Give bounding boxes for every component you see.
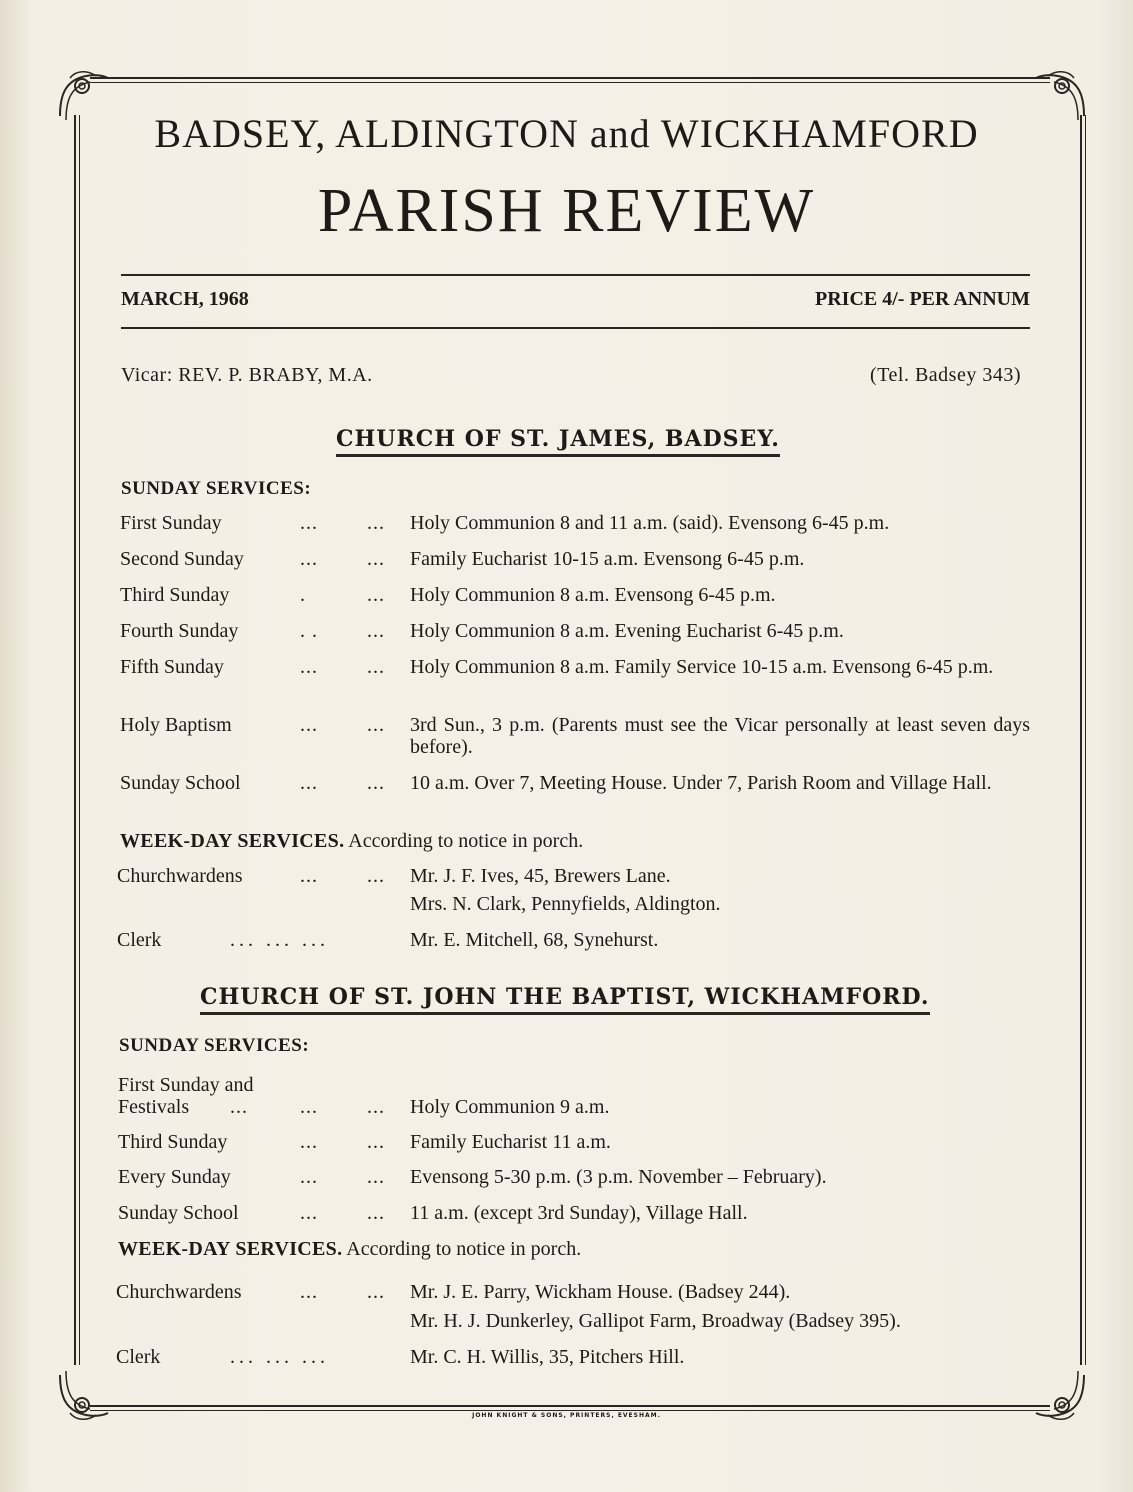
service-day: Every Sunday bbox=[118, 1166, 231, 1188]
issue-price: PRICE 4/- PER ANNUM bbox=[815, 288, 1030, 310]
leader-dots: ... bbox=[367, 714, 385, 736]
leader-dots: ... bbox=[367, 1166, 385, 1188]
leader-dots: ... bbox=[367, 772, 385, 794]
frame-right-rule bbox=[1080, 115, 1082, 1365]
service-day: Holy Baptism bbox=[120, 714, 232, 736]
leader-dots: ... bbox=[367, 656, 385, 678]
churchwardens-label: Churchwardens bbox=[117, 865, 243, 887]
churchwarden-name: Mr. J. E. Parry, Wickham House. (Badsey 244). bbox=[410, 1281, 791, 1303]
leader-dots: ... bbox=[300, 1281, 318, 1303]
clerk-name: Mr. C. H. Willis, 35, Pitchers Hill. bbox=[410, 1346, 685, 1368]
service-detail: 11 a.m. (except 3rd Sunday), Village Hall. bbox=[410, 1202, 748, 1224]
printer-imprint: JOHN KNIGHT & SONS, PRINTERS, EVESHAM. bbox=[472, 1412, 661, 1419]
service-day: Third Sunday bbox=[120, 584, 230, 606]
leader-dots: ... bbox=[300, 1096, 318, 1118]
vicar-telephone: (Tel. Badsey 343) bbox=[870, 364, 1021, 386]
leader-dots: ... bbox=[230, 1096, 248, 1118]
leader-dots: ... bbox=[300, 656, 318, 678]
vicar-name: Vicar: REV. P. BRABY, M.A. bbox=[121, 364, 373, 386]
leader-dots: ... bbox=[300, 714, 318, 736]
church-heading-badsey: CHURCH OF ST. JAMES, BADSEY. bbox=[336, 426, 780, 457]
clerk-label: Clerk bbox=[116, 1346, 161, 1368]
service-detail: Holy Communion 8 a.m. Family Service 10-15 a.m. Evensong 6-45 p.m. bbox=[410, 656, 994, 678]
churchwarden-name: Mrs. N. Clark, Pennyfields, Aldington. bbox=[410, 893, 721, 915]
service-detail: Holy Communion 9 a.m. bbox=[410, 1096, 610, 1118]
leader-dots: ... bbox=[300, 1166, 318, 1188]
weekday-services-note bbox=[120, 830, 583, 853]
leader-dots: ... bbox=[367, 1281, 385, 1303]
issue-date: MARCH, 1968 bbox=[121, 288, 249, 310]
service-detail: Holy Communion 8 a.m. Evening Eucharist 6-45 p.m. bbox=[410, 620, 844, 642]
service-day: Sunday School bbox=[118, 1202, 239, 1224]
leader-dots: ... bbox=[300, 548, 318, 570]
service-detail: Family Eucharist 11 a.m. bbox=[410, 1131, 611, 1153]
leader-dots: . . bbox=[300, 620, 318, 642]
service-day: Third Sunday bbox=[118, 1131, 228, 1153]
leader-dots: ... bbox=[367, 584, 385, 606]
service-detail: Family Eucharist 10-15 a.m. Evensong 6-45 p.m. bbox=[410, 548, 805, 570]
service-detail: 10 a.m. Over 7, Meeting House. Under 7, Parish Room and Village Hall. bbox=[410, 772, 992, 794]
leader-dots: ... bbox=[367, 548, 385, 570]
leader-dots: ... bbox=[367, 512, 385, 534]
masthead-title: PARISH REVIEW bbox=[317, 177, 816, 245]
leader-dots: ... bbox=[300, 772, 318, 794]
service-detail: Evensong 5-30 p.m. (3 p.m. November – February). bbox=[410, 1166, 827, 1188]
sunday-services-heading: SUNDAY SERVICES: bbox=[119, 1035, 310, 1056]
leader-dots: ... bbox=[300, 865, 318, 887]
service-day: Second Sunday bbox=[120, 548, 244, 570]
frame-bottom-rule bbox=[90, 1405, 1050, 1407]
service-detail: Holy Communion 8 and 11 a.m. (said). Evensong 6-45 p.m. bbox=[410, 512, 890, 534]
leader-dots: ... ... ... bbox=[230, 1346, 329, 1368]
weekday-services-text: According to notice in porch. bbox=[342, 1238, 582, 1260]
leader-dots: ... bbox=[300, 512, 318, 534]
leader-dots: ... bbox=[367, 1131, 385, 1153]
service-day: First Sunday bbox=[120, 512, 222, 534]
clerk-name: Mr. E. Mitchell, 68, Synehurst. bbox=[410, 929, 659, 951]
leader-dots: ... bbox=[367, 1202, 385, 1224]
leader-dots: ... bbox=[367, 865, 385, 887]
service-detail: Holy Communion 8 a.m. Evensong 6-45 p.m. bbox=[410, 584, 776, 606]
weekday-services-text: According to notice in porch. bbox=[344, 830, 584, 852]
weekday-services-label: WEEK-DAY SERVICES. bbox=[118, 1238, 343, 1260]
frame-top-rule bbox=[90, 77, 1050, 79]
service-day: First Sunday and bbox=[118, 1074, 254, 1096]
masthead-parishes: BADSEY, ALDINGTON and WICKHAMFORD bbox=[154, 111, 979, 156]
churchwardens-label: Churchwardens bbox=[116, 1281, 242, 1303]
service-day: Sunday School bbox=[120, 772, 241, 794]
leader-dots: ... bbox=[367, 1096, 385, 1118]
service-detail: 3rd Sun., 3 p.m. (Parents must see the Vicar personally at least seven days before). bbox=[410, 714, 1030, 758]
frame-left-rule bbox=[74, 115, 76, 1365]
leader-dots: ... bbox=[300, 1131, 318, 1153]
leader-dots: . bbox=[300, 584, 306, 606]
churchwarden-name: Mr. H. J. Dunkerley, Gallipot Farm, Broadway (Badsey 395). bbox=[410, 1310, 901, 1332]
clerk-label: Clerk bbox=[117, 929, 162, 951]
weekday-services-label: WEEK-DAY SERVICES. bbox=[120, 830, 345, 852]
header-rule-bottom bbox=[121, 327, 1030, 329]
service-day: Fourth Sunday bbox=[120, 620, 239, 642]
service-day: Fifth Sunday bbox=[120, 656, 224, 678]
leader-dots: ... bbox=[367, 620, 385, 642]
leader-dots: ... bbox=[300, 1202, 318, 1224]
weekday-services-note bbox=[118, 1238, 581, 1261]
church-heading-wickhamford: CHURCH OF ST. JOHN THE BAPTIST, WICKHAMFORD. bbox=[200, 984, 930, 1015]
churchwarden-name: Mr. J. F. Ives, 45, Brewers Lane. bbox=[410, 865, 671, 887]
sunday-services-heading: SUNDAY SERVICES: bbox=[121, 478, 312, 499]
leader-dots: ... ... ... bbox=[230, 929, 329, 951]
header-rule-top bbox=[121, 274, 1030, 276]
service-day: Festivals bbox=[118, 1096, 190, 1118]
